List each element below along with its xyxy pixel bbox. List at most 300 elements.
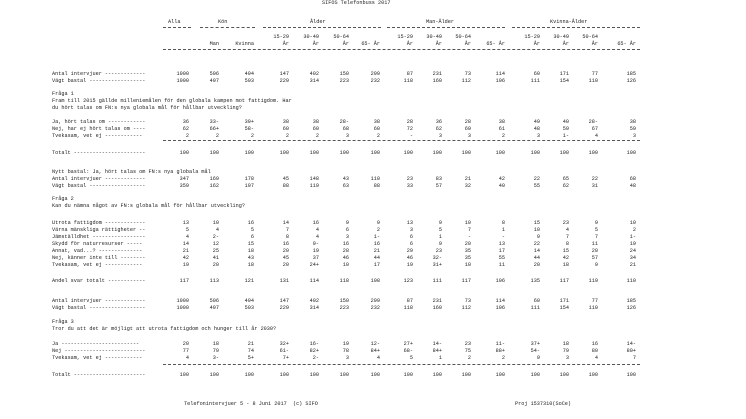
table-cell: -: [501, 234, 505, 240]
row-label: Nej --------------------------: [52, 348, 146, 354]
table-row: [0, 234, 746, 240]
row-label: Fråga 3: [52, 319, 74, 325]
table-cell: 87: [406, 298, 413, 304]
table-cell: 1: [438, 355, 442, 361]
rule: [387, 27, 505, 28]
table-cell: 2-: [312, 355, 319, 361]
table-cell: 38: [498, 119, 505, 125]
table-cell: 148: [309, 176, 319, 182]
table-cell: 154: [559, 305, 569, 311]
table-cell: 15: [562, 248, 569, 254]
row-label: Jämställdhet -----------------: [52, 234, 146, 240]
table-cell: 154: [559, 78, 569, 84]
table-cell: 61-: [279, 348, 289, 354]
table-row: [0, 262, 746, 268]
table-cell: 3: [438, 133, 442, 139]
table-cell: 3: [345, 133, 349, 139]
table-cell: 100: [370, 150, 380, 156]
table-cell: 24: [629, 248, 636, 254]
table-cell: 18: [562, 262, 569, 268]
table-cell: 1000: [176, 298, 189, 304]
table-cell: 21: [182, 248, 189, 254]
table-cell: 68-: [403, 348, 413, 354]
table-cell: 106: [495, 78, 505, 84]
table-cell: 10: [342, 262, 349, 268]
table-cell: 100: [626, 372, 636, 378]
table-cell: 169: [209, 176, 219, 182]
table-cell: 100: [559, 150, 569, 156]
table-cell: 38: [629, 119, 636, 125]
row-label: Ja, hört talas om ------------: [52, 119, 146, 125]
table-cell: 402: [309, 71, 319, 77]
column-header: 50-64: [582, 34, 598, 40]
table-cell: 4: [215, 227, 219, 233]
table-cell: 185: [626, 298, 636, 304]
table-cell: 10: [212, 220, 219, 226]
table-cell: 73: [464, 298, 471, 304]
question-text: [0, 169, 746, 175]
table-cell: 11-: [495, 341, 505, 347]
table-row: [0, 227, 746, 233]
table-cell: 100: [279, 372, 289, 378]
table-cell: 231: [432, 71, 442, 77]
table-cell: 22: [533, 241, 540, 247]
table-cell: 48: [533, 126, 540, 132]
table-cell: 21: [247, 341, 254, 347]
table-cell: 6: [250, 234, 254, 240]
table-cell: 39+: [244, 119, 254, 125]
table-cell: 14: [282, 220, 289, 226]
table-cell: 232: [370, 78, 380, 84]
table-cell: 100: [179, 372, 189, 378]
report-title: SIFOS Telefonbuss 2017: [322, 0, 391, 6]
table-cell: 100: [403, 150, 413, 156]
table-cell: 60: [533, 71, 540, 77]
table-cell: 6: [345, 227, 349, 233]
table-cell: 171: [559, 298, 569, 304]
table-cell: 506: [209, 71, 219, 77]
table-cell: 20: [182, 341, 189, 347]
rule: [163, 364, 640, 365]
table-cell: 117: [179, 278, 189, 284]
table-cell: 150: [339, 298, 349, 304]
table-cell: 1000: [176, 78, 189, 84]
table-cell: 61: [498, 126, 505, 132]
column-header: Man: [209, 41, 219, 47]
table-cell: 10: [629, 220, 636, 226]
header-alder: Ålder: [310, 19, 326, 25]
table-cell: 9: [594, 220, 598, 226]
table-cell: 25: [212, 248, 219, 254]
table-cell: 18: [247, 248, 254, 254]
row-label: Kan du nämna något av FN:s globala mål för hållbar utveckling?: [52, 203, 246, 209]
table-cell: 100: [309, 372, 319, 378]
table-cell: 32: [464, 183, 471, 189]
table-cell: 100: [244, 150, 254, 156]
table-cell: 100: [495, 150, 505, 156]
table-row: [0, 126, 746, 132]
table-cell: 28: [464, 119, 471, 125]
table-cell: 100: [179, 150, 189, 156]
row-label: Nej, känner inte till --------: [52, 255, 146, 261]
table-cell: 8: [285, 234, 289, 240]
table-cell: 35: [464, 255, 471, 261]
table-cell: 28: [406, 119, 413, 125]
table-cell: 100: [279, 150, 289, 156]
table-cell: 100: [588, 150, 598, 156]
table-cell: 74: [247, 348, 254, 354]
table-cell: 23: [464, 341, 471, 347]
footer-right: Proj 1537310(SoCe): [515, 401, 572, 407]
table-cell: 178: [244, 176, 254, 182]
table-cell: 4: [315, 227, 319, 233]
table-cell: 24+: [309, 262, 319, 268]
table-cell: 3: [565, 355, 569, 361]
table-cell: 23: [435, 248, 442, 254]
table-row: [0, 150, 746, 156]
column-header: 30-49: [426, 34, 442, 40]
table-cell: 65: [562, 176, 569, 182]
table-cell: 9: [536, 234, 540, 240]
table-cell: 21: [373, 248, 380, 254]
table-cell: 49: [533, 119, 540, 125]
table-cell: 57: [435, 183, 442, 189]
table-cell: 44: [533, 255, 540, 261]
table-cell: 20: [464, 241, 471, 247]
row-label: Värna mänskliga rättigheter --: [52, 227, 146, 233]
table-cell: 59: [562, 126, 569, 132]
table-cell: 4: [594, 355, 598, 361]
table-cell: 10: [464, 262, 471, 268]
table-cell: 14-: [626, 341, 636, 347]
table-cell: 160: [432, 305, 442, 311]
table-cell: 2: [376, 133, 380, 139]
table-cell: 117: [559, 278, 569, 284]
table-cell: 79: [212, 348, 219, 354]
table-cell: 135: [530, 278, 540, 284]
table-cell: 1-: [373, 234, 380, 240]
table-cell: 185: [626, 71, 636, 77]
question-text: [0, 203, 746, 209]
row-label: Nej, har ej hört talas om ----: [52, 126, 146, 132]
table-cell: 62: [435, 126, 442, 132]
table-cell: 147: [279, 71, 289, 77]
table-cell: 40: [562, 119, 569, 125]
table-cell: 42: [562, 255, 569, 261]
table-cell: 33-: [209, 119, 219, 125]
table-cell: 3-: [212, 355, 219, 361]
table-cell: 3: [467, 133, 471, 139]
row-label: Fråga 2: [52, 196, 74, 202]
table-cell: 12: [212, 241, 219, 247]
table-cell: 2: [467, 355, 471, 361]
header-kvinna-alder: Kvinna-Ålder: [550, 19, 588, 25]
table-cell: 19: [342, 341, 349, 347]
table-cell: 48: [629, 183, 636, 189]
footer-left: Telefonintervjuer 5 - 8 Juni 2017 (c) SIFO: [184, 401, 318, 407]
table-cell: 3: [345, 355, 349, 361]
row-label: Utrota fattigdom -------------: [52, 220, 146, 226]
table-cell: 29: [406, 248, 413, 254]
table-cell: 100: [403, 372, 413, 378]
table-cell: 150: [339, 71, 349, 77]
table-cell: 9: [438, 241, 442, 247]
table-cell: 2: [215, 133, 219, 139]
table-cell: 37: [312, 255, 319, 261]
table-cell: 100: [339, 150, 349, 156]
table-cell: 110: [626, 278, 636, 284]
table-cell: 5: [594, 227, 598, 233]
table-cell: 80+: [626, 348, 636, 354]
table-cell: 113: [209, 278, 219, 284]
table-cell: 7+: [282, 355, 289, 361]
column-header: 65- År: [361, 41, 380, 47]
table-cell: 497: [209, 305, 219, 311]
table-cell: 4: [185, 355, 189, 361]
row-label: Vägt bastal ------------------: [52, 78, 146, 84]
column-header: 15-29: [273, 34, 289, 40]
table-cell: 80: [591, 348, 598, 354]
table-cell: 66+: [209, 126, 219, 132]
table-cell: 55: [498, 255, 505, 261]
table-cell: 45: [282, 176, 289, 182]
row-label: Totalt -----------------------: [52, 372, 146, 378]
column-header: 50-64: [333, 34, 349, 40]
column-header: År: [533, 41, 540, 47]
table-cell: 38: [373, 119, 380, 125]
table-cell: 20: [282, 262, 289, 268]
table-cell: 33: [406, 183, 413, 189]
table-cell: 31: [591, 183, 598, 189]
table-cell: 347: [179, 176, 189, 182]
table-cell: 19: [312, 248, 319, 254]
row-label: Andel svar totalt ------------: [52, 278, 146, 284]
rule: [163, 140, 640, 141]
table-cell: 2: [285, 133, 289, 139]
table-cell: 231: [432, 298, 442, 304]
table-cell: 9: [345, 220, 349, 226]
table-cell: 114: [495, 298, 505, 304]
table-cell: 44: [373, 255, 380, 261]
table-cell: 79: [562, 348, 569, 354]
table-cell: 110: [588, 78, 598, 84]
table-cell: 72: [406, 126, 413, 132]
table-cell: 18: [247, 262, 254, 268]
table-cell: 2: [376, 227, 380, 233]
table-cell: 55: [533, 183, 540, 189]
table-cell: 17: [373, 262, 380, 268]
table-cell: 503: [244, 305, 254, 311]
row-label: Fråga 1: [52, 91, 74, 97]
table-cell: 87: [406, 71, 413, 77]
question-text: [0, 105, 746, 111]
table-cell: 88: [373, 183, 380, 189]
table-cell: 16: [312, 220, 319, 226]
table-cell: 8: [565, 241, 569, 247]
table-cell: 7: [594, 234, 598, 240]
table-cell: 147: [279, 298, 289, 304]
table-cell: 5: [409, 355, 413, 361]
row-label: Antal intervjuer -------------: [52, 298, 146, 304]
rule: [512, 27, 640, 28]
rule: [263, 27, 381, 28]
row-label: Totalt -----------------------: [52, 150, 146, 156]
table-cell: 23: [406, 176, 413, 182]
table-cell: 31+: [432, 262, 442, 268]
table-cell: 43: [247, 255, 254, 261]
table-cell: 10: [464, 220, 471, 226]
table-cell: 10: [533, 227, 540, 233]
table-row: [0, 71, 746, 77]
row-label: Vägt bastal ------------------: [52, 183, 146, 189]
table-cell: 5+: [247, 355, 254, 361]
table-cell: 106: [495, 305, 505, 311]
table-cell: 9-: [312, 241, 319, 247]
table-cell: 111: [530, 305, 540, 311]
table-cell: 7: [285, 227, 289, 233]
table-cell: 117: [461, 278, 471, 284]
table-cell: 34: [629, 255, 636, 261]
table-cell: 197: [244, 183, 254, 189]
table-cell: 100: [588, 372, 598, 378]
table-row: [0, 220, 746, 226]
table-cell: 171: [559, 71, 569, 77]
table-cell: 13: [182, 220, 189, 226]
table-cell: 82+: [309, 348, 319, 354]
header-alla: Alla: [168, 19, 181, 25]
table-cell: 100: [309, 150, 319, 156]
table-cell: 84+: [432, 348, 442, 354]
table-cell: 299: [370, 71, 380, 77]
table-cell: 60: [373, 126, 380, 132]
table-cell: 114: [495, 71, 505, 77]
column-header: År: [282, 41, 289, 47]
table-cell: 42: [498, 176, 505, 182]
table-cell: 46: [342, 255, 349, 261]
table-cell: 83: [435, 176, 442, 182]
table-cell: 497: [209, 78, 219, 84]
table-row: [0, 341, 746, 347]
column-header: 50-64: [455, 34, 471, 40]
table-cell: 62: [182, 126, 189, 132]
table-cell: 2: [632, 227, 636, 233]
column-header: År: [312, 41, 319, 47]
table-cell: 100: [432, 150, 442, 156]
table-cell: 54-: [530, 348, 540, 354]
table-cell: 16: [591, 341, 598, 347]
table-cell: 126: [626, 78, 636, 84]
table-row: [0, 248, 746, 254]
column-header: 65- År: [486, 41, 505, 47]
column-header: År: [406, 41, 413, 47]
table-cell: 1000: [176, 71, 189, 77]
column-header: 15-29: [524, 34, 540, 40]
table-cell: 36: [182, 119, 189, 125]
table-cell: 223: [339, 78, 349, 84]
table-cell: 6: [409, 241, 413, 247]
table-cell: 14: [182, 241, 189, 247]
table-cell: 100: [209, 150, 219, 156]
table-cell: 27+: [403, 341, 413, 347]
table-cell: 16: [282, 241, 289, 247]
table-cell: 229: [279, 305, 289, 311]
table-cell: 494: [244, 298, 254, 304]
table-cell: 16: [342, 241, 349, 247]
table-cell: 3: [536, 133, 540, 139]
table-cell: 19: [629, 241, 636, 247]
table-cell: 123: [403, 278, 413, 284]
table-cell: 67: [591, 126, 598, 132]
table-cell: 110: [370, 176, 380, 182]
table-cell: 5: [250, 227, 254, 233]
table-cell: 111: [530, 78, 540, 84]
table-cell: 232: [370, 305, 380, 311]
table-cell: 21: [464, 176, 471, 182]
table-row: [0, 78, 746, 84]
table-cell: 3: [409, 227, 413, 233]
table-cell: 60: [533, 298, 540, 304]
table-cell: 16: [373, 241, 380, 247]
table-cell: 77: [182, 348, 189, 354]
table-cell: 20: [282, 248, 289, 254]
table-cell: 299: [370, 298, 380, 304]
column-header: År: [464, 41, 471, 47]
table-cell: 314: [309, 78, 319, 84]
table-cell: 119: [309, 183, 319, 189]
table-cell: 22: [533, 176, 540, 182]
row-label: du hört talas om FN:s nya globala mål för hållbar utveckling?: [52, 105, 242, 111]
column-header: År: [591, 41, 598, 47]
table-cell: 14-: [432, 341, 442, 347]
table-cell: 19: [406, 262, 413, 268]
table-cell: 118: [403, 78, 413, 84]
table-cell: 100: [339, 372, 349, 378]
table-row: [0, 255, 746, 261]
table-cell: 21: [629, 262, 636, 268]
table-cell: 7: [632, 355, 636, 361]
row-label: Fram till 2015 gällde milleniemålen för den globala kampen mot fattigdom. Har: [52, 98, 292, 104]
table-cell: 118: [339, 278, 349, 284]
table-row: [0, 298, 746, 304]
table-cell: 18: [562, 341, 569, 347]
column-header: 15-29: [397, 34, 413, 40]
table-cell: 112: [461, 305, 471, 311]
table-cell: 1: [501, 227, 505, 233]
table-cell: 114: [309, 278, 319, 284]
column-header: 65- År: [617, 41, 636, 47]
row-label: Nytt bastal: Ja, hört talas om FN:s nya globala mål: [52, 169, 211, 175]
table-cell: 160: [432, 78, 442, 84]
table-cell: 59: [629, 126, 636, 132]
table-cell: 112: [461, 78, 471, 84]
table-cell: 28-: [588, 119, 598, 125]
column-header: 30-49: [553, 34, 569, 40]
table-cell: 4: [594, 133, 598, 139]
table-cell: 503: [244, 78, 254, 84]
table-cell: 100: [461, 150, 471, 156]
row-label: Tror du att det är möjligt att utrota fattigdom och hunger till år 2030?: [52, 326, 277, 332]
table-cell: 100: [495, 372, 505, 378]
table-cell: 17: [498, 248, 505, 254]
table-cell: 14: [533, 248, 540, 254]
rule: [163, 27, 191, 28]
table-cell: 75: [464, 348, 471, 354]
table-cell: 62: [562, 183, 569, 189]
table-cell: 229: [279, 78, 289, 84]
table-cell: 20: [212, 262, 219, 268]
row-label: Vägt bastal ------------------: [52, 305, 146, 311]
table-cell: 16-: [309, 341, 319, 347]
